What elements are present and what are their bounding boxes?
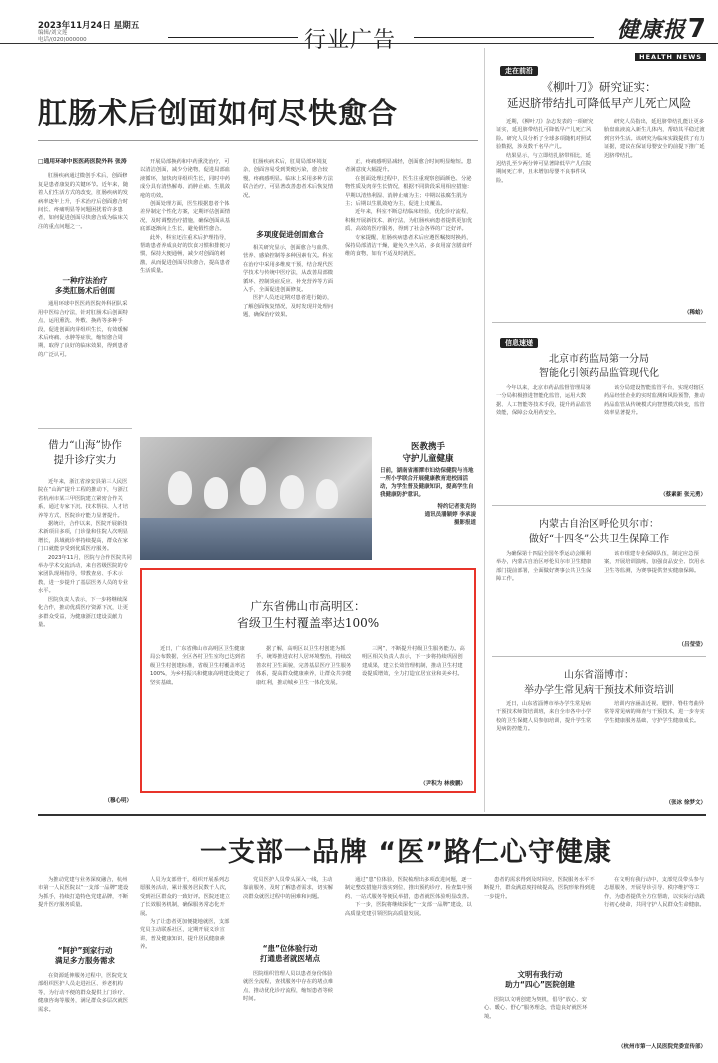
bottom-col5-text: 患者的需求得到及时回应，医院服务水平不断提升，群众满意度持续提高，医院形象得到进一步提升。 bbox=[484, 877, 596, 900]
main-article-col3 bbox=[243, 158, 337, 394]
bottom-subhead-1 bbox=[38, 946, 132, 966]
bottom-subhead-3 bbox=[484, 970, 596, 990]
issue-date: 2023年11月24日 星期五 bbox=[38, 21, 140, 31]
bottom-col6-text: 在文明有我行动中，支部党员带头参与志愿服务，开展导诊引导、秩序维护等工作，为患者提供全方位帮助，以实际行动践行初心使命，共同守护人民群众生命健康。 bbox=[604, 877, 705, 909]
bottom-col3-text: 党员医护人员带头深入一线，主动靠前服务，及时了解患者需求，切实解决群众就医过程中的困难和问题。 bbox=[243, 877, 334, 900]
headline-rule bbox=[38, 140, 478, 141]
main-byline: □通用环球中医医药医院外科 张涛 bbox=[38, 159, 127, 165]
left-article-body: 近年来，浙江省淳安县第三人民医院在“山海”提升工程的推动下，与浙江省杭州市某三甲医院建立紧密合作关系，通过专家下沉、技术帮扶、人才培养等方式，医院诊疗能力显著提升。 据统计，合作以来，医院开展新技术新项目多项，门诊量和住院人次明显增长，县域就诊率持续提高，群众在家门口就能享受到优质医疗服务。 2023年11月，医院与合作医院共同举办学术交流活动，来自省级医院的专家团队现场指导，带教查房、手术示教，进一步提升了基层医务人员的专业水平。 医院负责人表示，下一步将继续深化合作，推动优质医疗资源下沉，让更多群众受益，为健康浙江建设贡献力量。 bbox=[38, 479, 132, 628]
divider bbox=[492, 656, 706, 657]
main-subhead-1 bbox=[38, 276, 132, 296]
main-headline: 肛肠术后创面如何尽快愈合 bbox=[38, 96, 399, 130]
body-text: 相关研究显示，创面愈合与血供、营养、感染控制等多种因素有关。科室在治疗中采用多维度干预，结合现代医学技术与传统中医疗法，从改善局部微循环、控制炎症反应、补充营养等方面入手，全面促进创面修复。 医护人员还定期对患者进行随访，了解创面恢复情况，及时发现并处理问题，确保治疗效果。 bbox=[243, 245, 334, 319]
featured-body-col3: 三网”，不断提升村级卫生服务能力。高明区相关负责人表示，下一步将持续巩固创建成果，建立长效管理机制，推动卫生村建设提质增效，全力打造宜居宜业和美乡村。 bbox=[362, 646, 465, 678]
bottom-col5-text-2: 医院以文明创建为契机，倡导“放心、安心、暖心、舒心”服务理念，营造良好就医环境。 bbox=[484, 997, 588, 1020]
body-text: 通用环球中医医药医院外科团队采用中医综合疗法，针对肛肠术后创面特点，运用熏洗、外敷、换药等多种手段，促进创面肉芽组织生长，有效缓解术后疼痛、水肿等症状，缩短愈合周期，取得了良好的临床效果，得到患者的广泛认可。 bbox=[38, 301, 129, 358]
school-health-photo bbox=[140, 437, 372, 560]
caption-credit-2: 通讯员潘颖婷 李承凌 bbox=[424, 512, 476, 518]
bottom-col2-text: 人员为支部骨干，组织开展系列志愿服务活动，累计服务居民数千人次，受到社区群众的一致好评。医院还建立了长效服务机制，确保服务常态化开展。 为了让患者更加便捷地就医，支部党员主动联系社区，定期开展义诊宣讲，普及健康知识，提升居民健康素养。 bbox=[140, 877, 231, 951]
featured-body-col2: 据了解，高明区以卫生村创建为抓手，统筹推进农村人居环境整治，持续改善农村卫生面貌，完善基层医疗卫生服务体系，提高群众健康素养，让群众共享健康红利，推动城乡卫生一体化发展。 bbox=[256, 646, 352, 686]
subhead-line: “患”位体验行动 bbox=[262, 944, 318, 953]
masthead bbox=[617, 13, 706, 63]
divider bbox=[492, 505, 706, 506]
tag-frontier bbox=[500, 58, 538, 77]
featured-body-col1: 近日，广东省佛山市高明区卫生健康局公布数据，全区各村卫生室均已达到省级卫生村创建标准，省级卫生村覆盖率达100%，为乡村振兴和健康高明建设奠定了坚实基础。 bbox=[150, 646, 250, 686]
divider bbox=[38, 428, 132, 429]
masthead-english: HEALTH NEWS bbox=[635, 53, 706, 61]
masthead-name: 健康报 bbox=[616, 18, 686, 43]
right-article-1-col2: 研究人员指出，延迟脐带结扎能让更多胎盘血液流入新生儿体内，帮助其平稳过渡到宫外生活。该研究为临床实践提供了有力证据，建议在保证母婴安全的前提下推广延迟脐带结扎。 bbox=[604, 119, 705, 159]
right-article-2-col2: 该分局建设智能监管平台，实现对辖区药品经营企业的实时监测和风险预警，推动药品监管从传统模式向智慧模式转变，监管效率显著提升。 bbox=[604, 385, 705, 417]
column-divider bbox=[484, 48, 485, 812]
page-number: 7 bbox=[687, 14, 706, 44]
right-article-4-col2: 培训内容涵盖近视、肥胖、脊柱弯曲异常等常见病的筛查与干预技术，进一步夯实学生健康服务基础，守护学生健康成长。 bbox=[604, 701, 705, 724]
right-author-2: （蔡素新 张元勇） bbox=[660, 492, 706, 498]
featured-title-1: 广东省佛山市高明区： bbox=[250, 599, 366, 613]
body-text: 正，疼痛感明显减轻，创面愈合时间明显缩短。患者满意度大幅提升。 在创面处理过程中，医生注重观察创面颜色、分泌物性质及肉芽生长情况，根据不同阶段采用相应措施：早期以清热利湿、消肿止痛为主；中期以祛腐生肌为主；后期以生肌敛疮为主，促进上皮覆盖。 近年来，科室不断总结临床经验，优化诊疗流程，积极开展新技术、新疗法，为肛肠疾病患者提供更加优质、高效的医疗服务，得到了社会各界的广泛好评。 专家提醒，肛肠疾病患者术后应遵医嘱按时换药，保持局部清洁干燥，避免久坐久站，多食用富含膳食纤维的食物，如有不适及时就医。 bbox=[345, 159, 473, 258]
right-author-1: （稀蛤） bbox=[683, 310, 706, 316]
header-rule bbox=[0, 43, 718, 44]
bottom-col1-text: 为推动党建与业务深度融合，杭州市第一人民医院以“一支部一品牌”建设为抓手，持续打造特色党建品牌，不断提升医疗服务质量。 bbox=[38, 877, 129, 909]
featured-author: （尹积为 林俊鹏） bbox=[420, 781, 466, 787]
divider bbox=[492, 322, 706, 323]
bottom-col1-text-2: 在资源延伸服务过程中，医院党支部组织医护人员走进社区、养老机构等，为行动不便的群众提供上门诊疗、健康咨询等服务，满足群众多层次就医需求。 bbox=[38, 973, 129, 1013]
main-subhead-2: 多项度促进创面愈合 bbox=[256, 230, 324, 239]
right-title-4b: 举办学生常见病干预技术师资培训 bbox=[524, 685, 674, 696]
caption-subtitle: 守护儿童健康 bbox=[402, 454, 454, 464]
section-rule-left bbox=[168, 37, 298, 38]
right-article-1-col1: 近期，《柳叶刀》杂志发表的一项研究证实，延迟脐带结扎可降低早产儿死亡风险。研究人员分析了全球多项随机对照试验数据，涉及数千名早产儿。 结果显示，与立即结扎脐带相比，延迟结扎至少两分钟可显著降低早产儿住院期间死亡率，且未增加母婴不良事件风险。 bbox=[496, 119, 594, 184]
phone-line: 电话/(020)000000 bbox=[38, 37, 87, 43]
right-article-3-col2: 该市组建专业保障队伍，制定应急预案，开展培训演练，加强食品安全、饮用水卫生等监测，为赛事提供坚实健康保障。 bbox=[604, 551, 705, 574]
right-title-2a: 北京市药监局第一分局 bbox=[549, 354, 649, 365]
right-author-3: （吕莹莹） bbox=[678, 642, 706, 648]
subhead-line: 打通患者就医堵点 bbox=[260, 954, 320, 963]
left-article-title bbox=[38, 437, 132, 467]
caption-title: 医教携手 bbox=[410, 442, 445, 452]
body-text: 肛肠疾病术后，肛周局部环境复杂，创面容易受到粪便污染，愈合较慢，疼痛感明显。临床上采用多种方法联合治疗，可显著改善患者术后恢复情况。 bbox=[243, 159, 334, 199]
body-text: 肛肠疾病通过微创手术后，创面修复是患者康复的关键环节。近年来，随着人们生活方式的改变，肛肠疾病的发病率逐年上升，手术治疗后创面愈合时间长、疼痛明显等问题困扰着许多患者，如何促进创面尽快愈合成为临床关注的重点问题之一。 bbox=[38, 173, 129, 230]
main-article-col1 bbox=[38, 158, 132, 402]
right-title-4a: 山东省淄博市： bbox=[564, 670, 634, 681]
bottom-headline: 一支部一品牌 “医”路仁心守健康 bbox=[200, 837, 612, 868]
bottom-subhead-2 bbox=[243, 944, 337, 964]
subhead-line: 一种疗法治疗 bbox=[62, 276, 108, 286]
title-line: 提升诊疗实力 bbox=[53, 454, 117, 466]
subhead-line: 文明有我行动 bbox=[517, 970, 563, 979]
tag-news bbox=[500, 330, 538, 349]
subhead-line: 助力“四心”医院创建 bbox=[505, 980, 575, 989]
right-article-3-col1: 为确保第十四届全国冬季运动会顺利举办，内蒙古自治区呼伦贝尔市卫生健康部门提前部署，全面做好赛事公共卫生保障工作。 bbox=[496, 551, 592, 583]
right-title-3a: 内蒙古自治区呼伦贝尔市： bbox=[539, 519, 659, 530]
title-line: 借力“山海”协作 bbox=[48, 439, 122, 451]
main-article-col2 bbox=[140, 158, 234, 398]
subhead-line: “阿护”到家行动 bbox=[57, 946, 113, 955]
editor-line: 编辑/刘文莲 bbox=[38, 30, 68, 36]
caption-credit-1: 特约记者张克钧 bbox=[437, 504, 476, 510]
right-article-2-col1: 今年以来，北京市药品监督管理局第一分局积极推进智能化监管，运用大数据、人工智能等技术手段，提升药品监管效能，保障公众用药安全。 bbox=[496, 385, 592, 417]
caption-text: 日前，湖南省湘潭市妇幼保健院与当地一所小学联合开展健康教育进校园活动，为学生普及健康知识，提高学生自我健康防护意识。 bbox=[380, 468, 474, 498]
photo-caption bbox=[380, 440, 476, 527]
section-title: 行业广告 bbox=[304, 28, 397, 53]
bottom-col3-text-2: 医院组织管理人员以患者身份体验就医全流程，查找服务中存在的堵点难点，推动优化诊疗流程，缩短患者等候时间。 bbox=[243, 971, 334, 1003]
bottom-author: （杭州市第一人民医院党委宣传部） bbox=[617, 1044, 706, 1050]
frontier-tag-label: 走在前沿 bbox=[500, 66, 538, 76]
section-rule-right bbox=[414, 37, 594, 38]
bottom-col4-text: 通过“患”位体验，医院梳理出多项改进问题，逐一制定整改措施并落实到位，推出预约诊疗、检查集中预约、一站式服务等便民举措，患者就医体验明显改善。 下一步，医院将继续深化“一支部一品牌”建设，以高质量党建引领医院高质量发展。 bbox=[345, 877, 473, 917]
main-article-col4 bbox=[345, 158, 475, 430]
left-article-author: （穆心明） bbox=[104, 798, 132, 804]
featured-title-2: 省级卫生村覆盖率达100% bbox=[236, 616, 380, 630]
right-title-3b: 做好“十四冬”公共卫生保障工作 bbox=[528, 534, 670, 545]
editor-info bbox=[38, 30, 87, 44]
bottom-rule bbox=[38, 814, 706, 816]
right-title-1b: 延迟脐带结扎可降低早产儿死亡风险 bbox=[507, 96, 691, 110]
right-author-4: （张冰 徐梦文） bbox=[665, 800, 706, 806]
right-article-4-col1: 近日，山东省淄博市举办学生常见病干预技术师资培训班，来自全市各中小学校的卫生保健人员参加培训，提升学生常见病防控能力。 bbox=[496, 701, 592, 733]
caption-credit-3: 摄影报道 bbox=[453, 520, 476, 526]
subhead-line: 多类肛肠术后创面 bbox=[55, 286, 115, 296]
body-text: 开展局部换药和中药熏洗治疗，可以清洁创面，减少分泌物，促进局部血液循环，加快肉芽组织生长，同时中药成分具有清热解毒、消肿止痛、生肌敛疮的功效。 创面处理方面，医生根据患者个体差异制定个性化方案，定期评估创面情况，及时调整治疗措施，确保创面从基底部逐渐向上生长，避免假性愈合。 此外，科室还注重术后护理指导，帮助患者养成良好的饮食习惯和排便习惯，保持大便通畅，减少对创面的刺激，从而促进创面尽快愈合，提高患者生活质量。 bbox=[140, 159, 231, 275]
news-tag-label: 信息速递 bbox=[500, 338, 538, 348]
right-title-2b: 智能化引领药品监管现代化 bbox=[539, 368, 659, 379]
right-title-1a: 《柳叶刀》研究证实： bbox=[541, 80, 657, 94]
subhead-line: 满足多方服务需求 bbox=[55, 956, 115, 965]
